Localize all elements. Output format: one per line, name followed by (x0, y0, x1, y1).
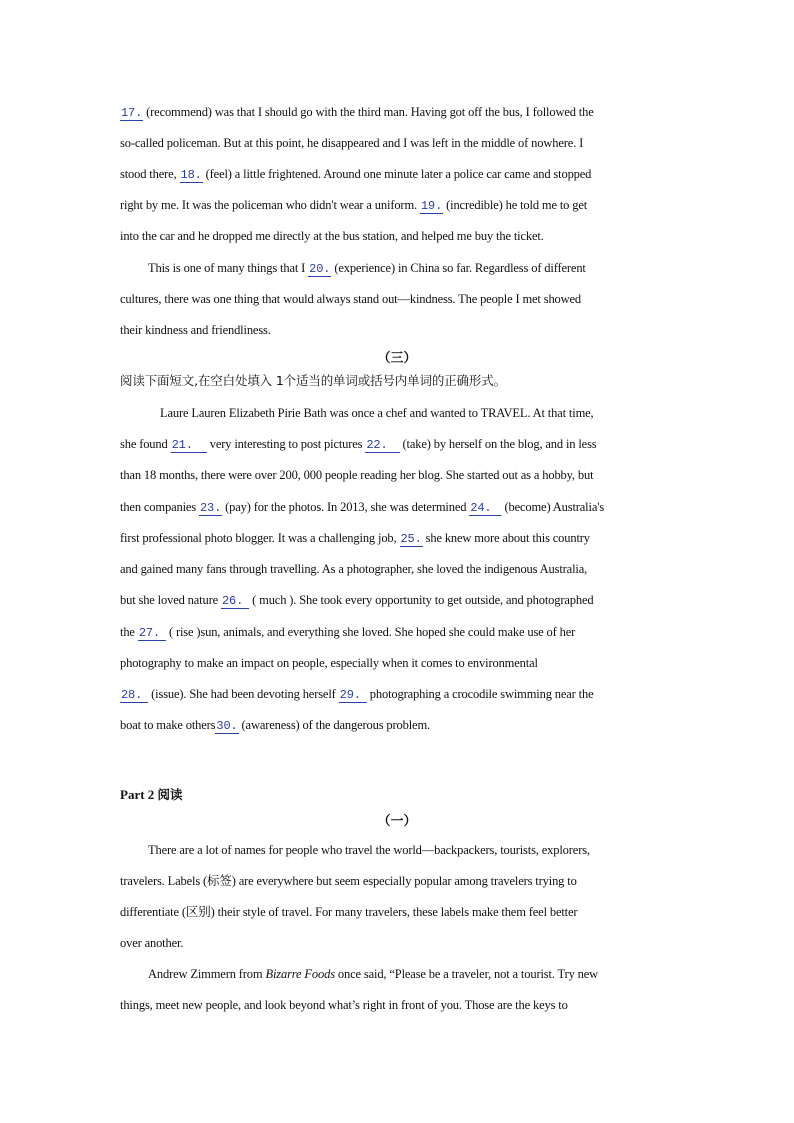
part-heading: Part 2 阅读 (120, 787, 183, 802)
text-line: Laure Lauren Elizabeth Pirie Bath was once a chef and wanted to TRAVEL. At that time, (160, 406, 594, 420)
text-line: travelers. Labels (标签) are everywhere but seem especially popular among travelers trying to (120, 873, 577, 888)
text-line: 28. (issue). She had been devoting herself 29. photographing a crocodile swimming near the (121, 687, 594, 702)
text-line: things, meet new people, and look beyond what’s right in front of you. Those are the keys to (120, 998, 568, 1012)
text-line: This is one of many things that I 20. (experience) in China so far. Regardless of different (148, 261, 586, 276)
section-title: （一） (377, 814, 417, 829)
blank-17[interactable]: 17. (121, 106, 143, 120)
blank-29[interactable]: 29. (339, 689, 367, 703)
text-line: the 27. ( rise )sun, animals, and everything she loved. She hoped she could make use of her (120, 625, 576, 640)
blank-23[interactable]: 23. (200, 501, 222, 515)
text-line: so-called policeman. But at this point, he disappeared and I was left in the middle of nowhere. I (120, 136, 584, 150)
text-line: boat to make others30. (awareness) of the dangerous problem. (120, 718, 431, 733)
blank-28[interactable]: 28. (120, 689, 148, 703)
blank-19[interactable]: 19. (420, 199, 443, 213)
blank-22[interactable]: 22. (365, 439, 399, 453)
text-line: Andrew Zimmern from Bizarre Foods once said, “Please be a traveler, not a tourist. Try new (148, 967, 599, 981)
book-title: Bizarre Foods (265, 967, 335, 981)
text-line: then companies 23. (pay) for the photos. In 2013, she was determined 24. (become) Australia's (120, 500, 605, 515)
text-line: she found 21. very interesting to post pictures 22. (take) by herself on the blog, and in less (120, 437, 597, 452)
blank-20[interactable]: 20. (309, 262, 331, 276)
blank-25[interactable]: 25. (400, 532, 422, 546)
text-line: but she loved nature 26. ( much ). She took every opportunity to get outside, and photographed (120, 593, 594, 608)
blank-21[interactable]: 21. (171, 439, 207, 453)
text-line: photography to make an impact on people, especially when it comes to environmental (120, 656, 538, 670)
text-line: into the car and he dropped me directly at the bus station, and helped me buy the ticket. (120, 229, 544, 243)
section-title: （三） (377, 351, 417, 366)
text-line: There are a lot of names for people who travel the world—backpackers, tourists, explorers, (148, 843, 590, 857)
blank-18[interactable]: 18. (180, 168, 202, 182)
text-line: cultures, there was one thing that would always stand out—kindness. The people I met showed (120, 292, 582, 306)
text-line: first professional photo blogger. It was a challenging job, 25. she knew more about this country (120, 531, 590, 546)
text-line: and gained many fans through travelling. As a photographer, she loved the indigenous Australia, (120, 562, 588, 576)
text-line: than 18 months, there were over 200, 000 people reading her blog. She started out as a hobby, but (120, 468, 594, 482)
text-line: right by me. It was the policeman who didn't wear a uniform. 19. (incredible) he told me to get (120, 198, 588, 213)
text-line: 17. (recommend) was that I should go with the third man. Having got off the bus, I followed the (121, 105, 594, 120)
text-line: stood there, 18. (feel) a little frightened. Around one minute later a police car came and stopped (120, 167, 592, 182)
blank-26[interactable]: 26. (221, 595, 249, 609)
text-line: their kindness and friendliness. (120, 323, 271, 337)
blank-24[interactable]: 24. (469, 502, 501, 516)
text-line: differentiate (区别) their style of travel. For many travelers, these labels make them feel better (120, 904, 578, 919)
text-line: over another. (120, 936, 184, 950)
blank-27[interactable]: 27. (138, 627, 166, 641)
section-instruction: 阅读下面短文,在空白处填入 1个适当的单词或括号内单词的正确形式。 (120, 373, 506, 388)
blank-30[interactable]: 30. (216, 719, 238, 733)
